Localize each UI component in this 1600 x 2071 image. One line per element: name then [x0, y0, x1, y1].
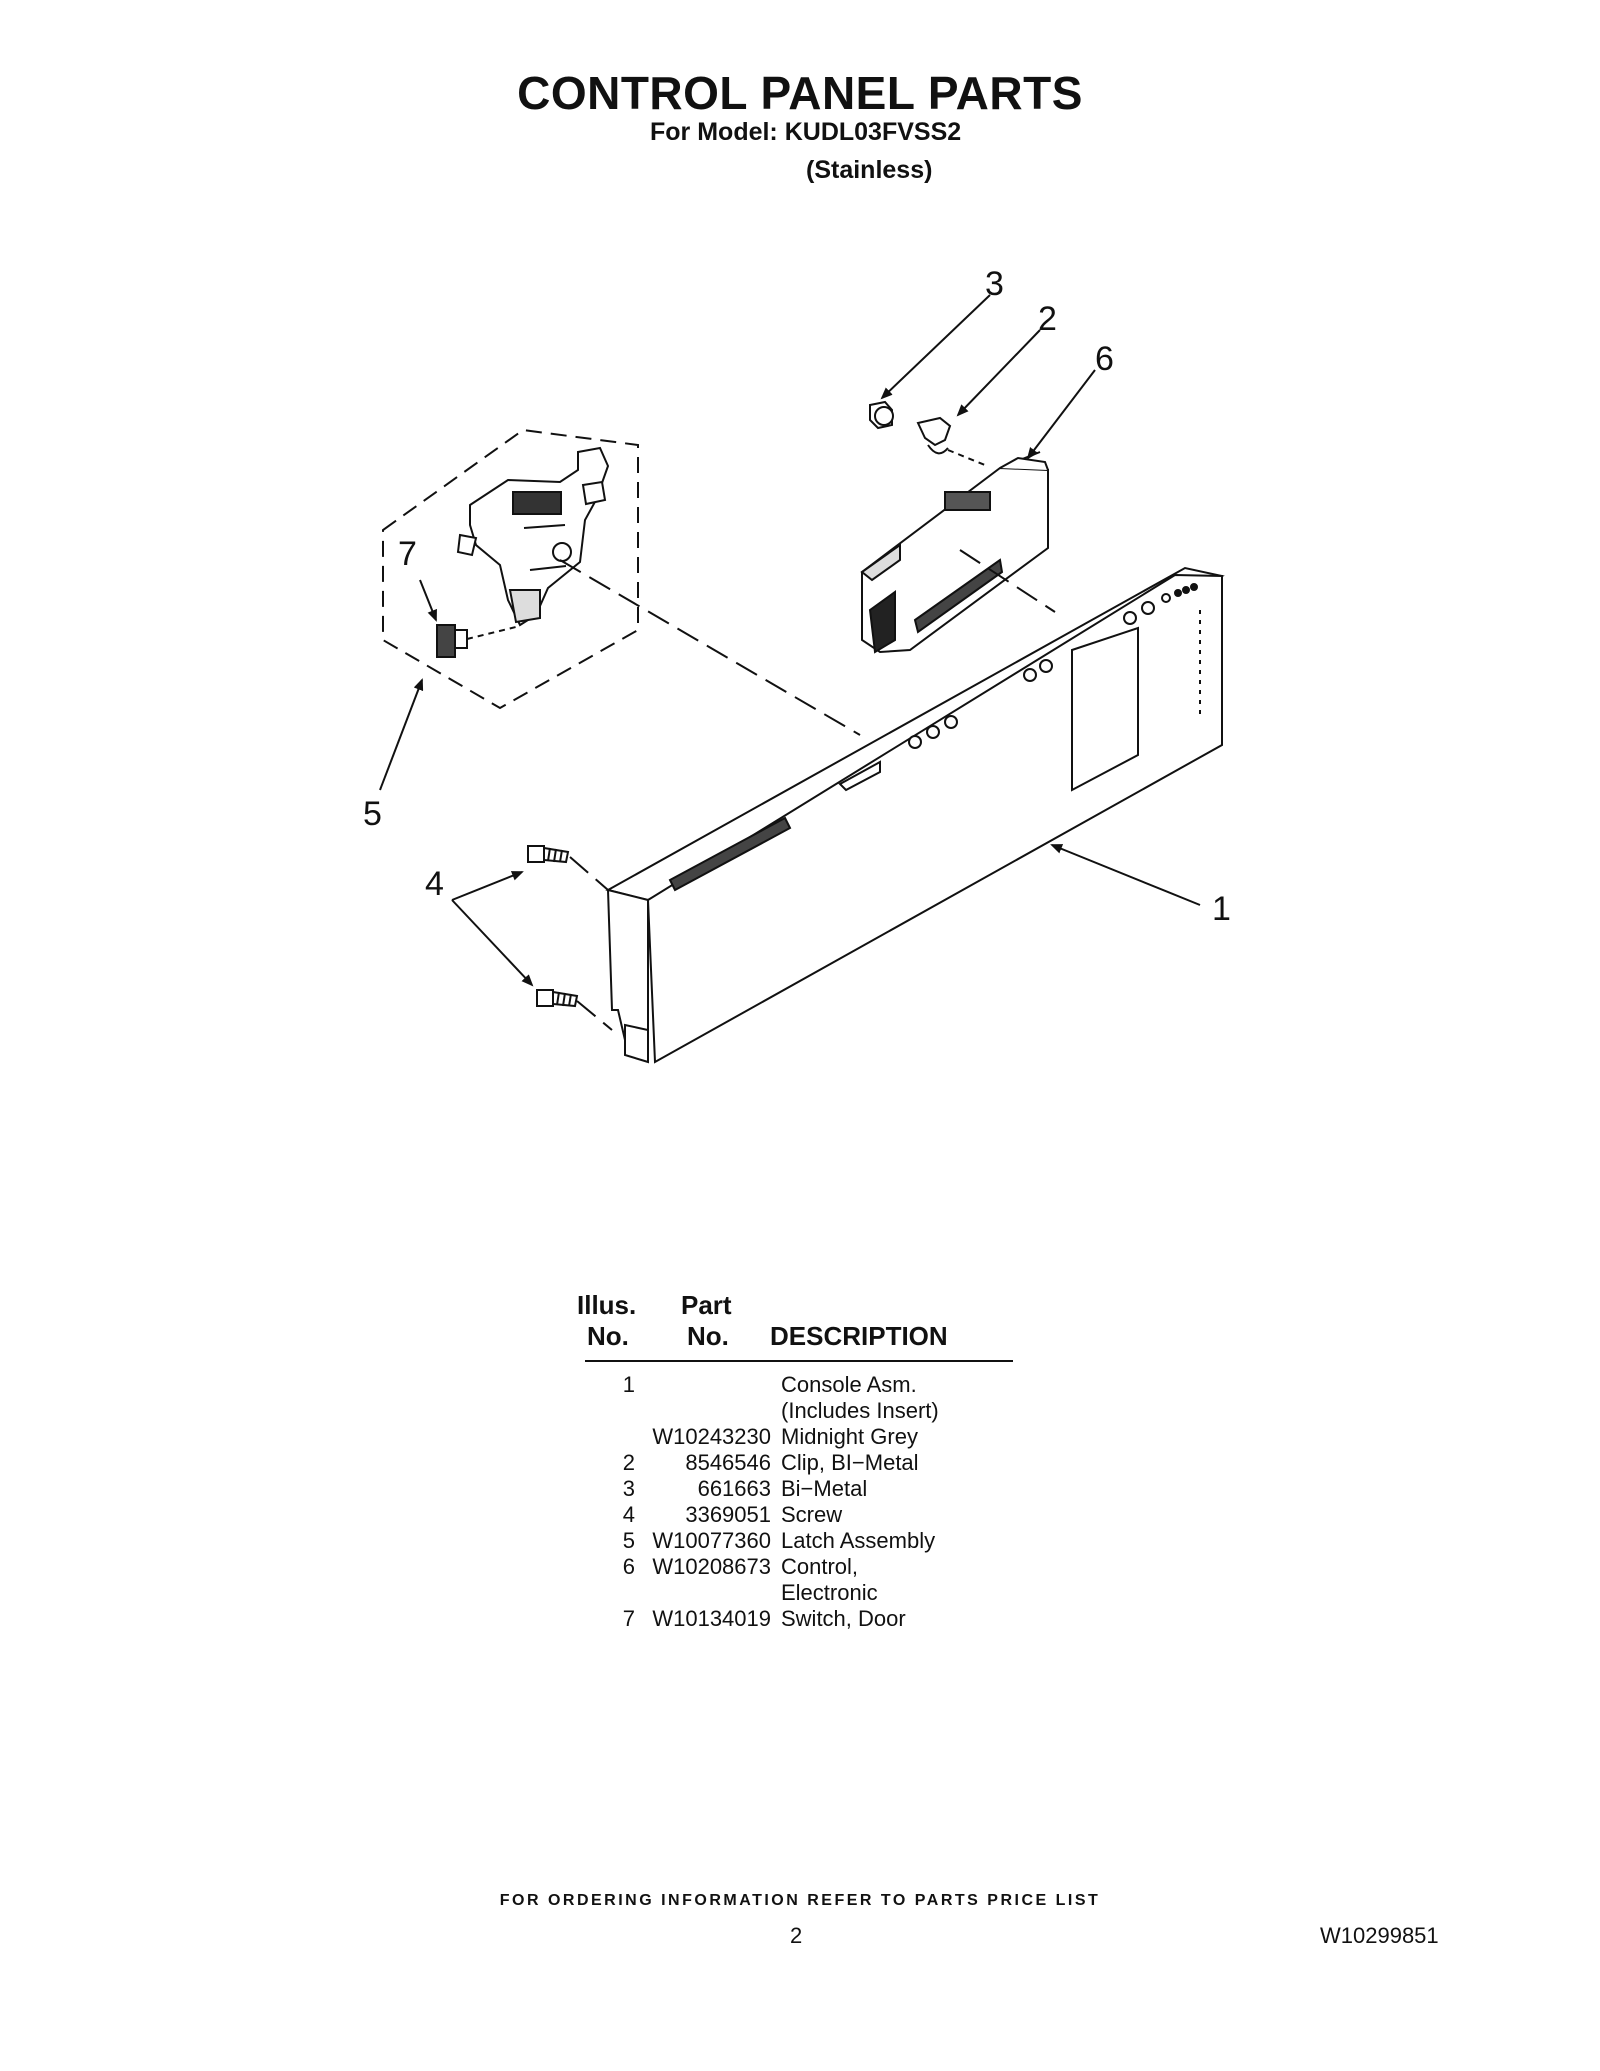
header-illus-bottom: No. [587, 1321, 629, 1351]
bi-metal-drawing [870, 402, 893, 428]
illus-no: 3 [622, 1476, 635, 1501]
callout-2: 2 [1038, 300, 1057, 338]
latch-assembly-drawing [458, 448, 608, 625]
illus-no: 5 [622, 1528, 635, 1553]
part-no: W10077360 [652, 1528, 771, 1553]
header-part-bottom: No. [687, 1321, 729, 1351]
callout-4: 4 [425, 865, 444, 903]
door-switch-drawing [437, 625, 520, 657]
callout-6: 6 [1095, 340, 1114, 378]
clip-drawing [918, 418, 985, 465]
screw-upper-drawing [528, 846, 568, 862]
description: Midnight Grey [781, 1424, 918, 1449]
description: Bi−Metal [781, 1476, 868, 1501]
header-part-top: Part [681, 1290, 732, 1320]
exploded-parts-diagram [0, 230, 1600, 1130]
electronic-control-drawing [862, 452, 1048, 652]
illus-no: 7 [622, 1606, 635, 1631]
description: Latch Assembly [781, 1528, 936, 1553]
description: (Includes Insert) [781, 1398, 939, 1423]
page-number: 2 [790, 1923, 803, 1948]
description: Control, [781, 1554, 859, 1579]
header-illus-top: Illus. [577, 1290, 637, 1320]
model-line: For Model: KUDL03FVSS2 [650, 118, 962, 146]
header-rule [585, 1360, 1013, 1362]
illus-no: 2 [622, 1450, 635, 1475]
illus-no: 1 [622, 1372, 635, 1397]
callout-1: 1 [1212, 890, 1231, 928]
part-no: 8546546 [685, 1450, 771, 1475]
header-description: DESCRIPTION [770, 1321, 948, 1351]
screw-lower-drawing [537, 990, 577, 1006]
description: Switch, Door [781, 1606, 906, 1631]
diagram-svg [0, 230, 1600, 1130]
part-no: 661663 [697, 1476, 771, 1501]
description: Electronic [781, 1580, 878, 1605]
page-title: CONTROL PANEL PARTS [517, 67, 1083, 119]
description: Clip, BI−Metal [781, 1450, 919, 1475]
variant-line: (Stainless) [806, 156, 933, 184]
description: Console Asm. [781, 1372, 917, 1397]
part-no: 3369051 [685, 1502, 771, 1527]
part-no: W10134019 [652, 1606, 771, 1631]
callout-5: 5 [363, 795, 382, 833]
illus-no: 6 [622, 1554, 635, 1579]
illus-no: 4 [622, 1502, 635, 1527]
callout-7: 7 [398, 535, 417, 573]
description: Screw [781, 1502, 843, 1527]
part-no: W10243230 [652, 1424, 771, 1449]
ordering-note: FOR ORDERING INFORMATION REFER TO PARTS PRICE LIST [499, 1892, 1101, 1909]
document-number: W10299851 [1320, 1923, 1439, 1948]
callout-3: 3 [985, 265, 1004, 303]
part-no: W10208673 [652, 1554, 771, 1579]
